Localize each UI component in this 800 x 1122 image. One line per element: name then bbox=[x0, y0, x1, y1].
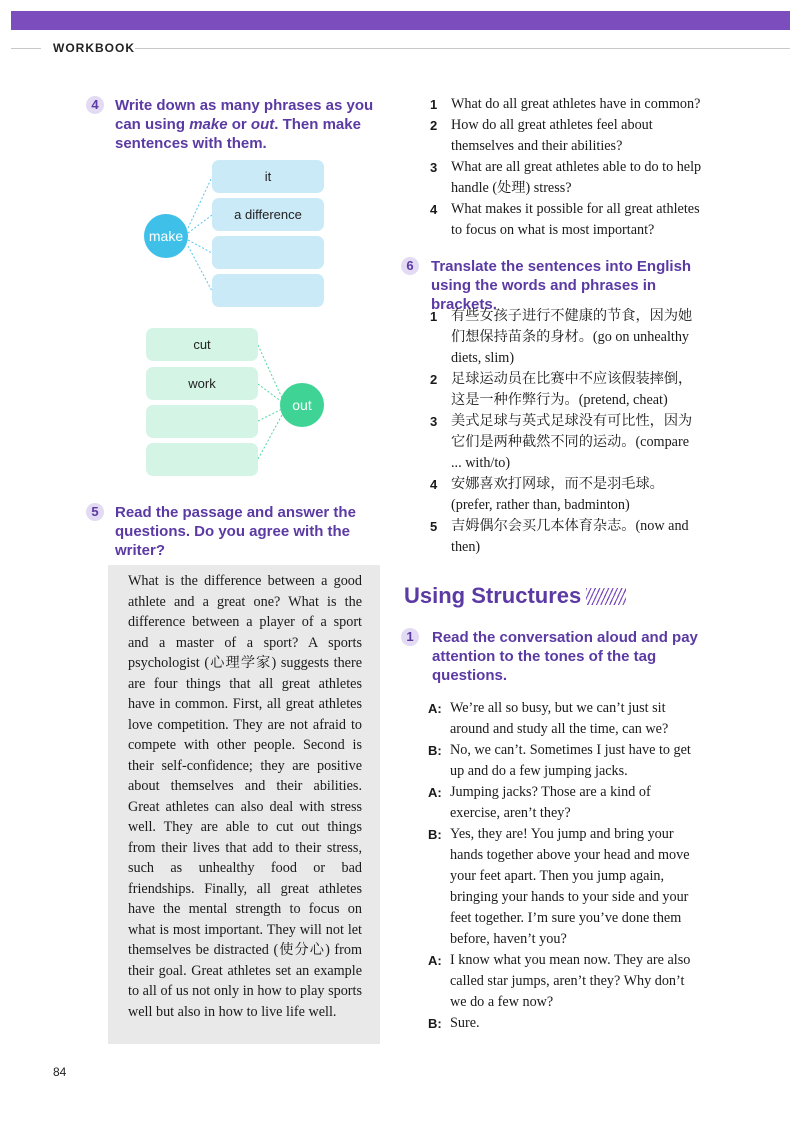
translation-list bbox=[430, 306, 702, 558]
section-6-number: 6 bbox=[401, 257, 419, 275]
conversation bbox=[428, 698, 702, 1034]
structures-1-instruction: Read the conversation aloud and pay attention to the tones of the tag questions. bbox=[432, 629, 698, 684]
page-number: 84 bbox=[53, 1065, 67, 1079]
make-phrase-box[interactable] bbox=[212, 236, 324, 269]
heading-hatch-decoration bbox=[586, 588, 626, 605]
structures-1-number: 1 bbox=[401, 628, 419, 646]
dialogue-line: A: Jumping jacks? Those are a kind of exercise, aren’t they? bbox=[428, 784, 651, 821]
make-phrase-box[interactable]: a difference bbox=[212, 198, 324, 231]
section-5-title: Read the passage and answer the questions. Do you agree with the writer? bbox=[115, 504, 356, 559]
reading-passage: What is the difference between a good athlete and a great one? What is the difference between a player of a sport and a master of a sport? A sports psychologist (心理学家) suggests there are four things that all great athletes have in common. First, all great athletes love competition. They are not afraid to compete with other people. Second is their self-confidence; they are positive about themselves and their abilities. Great athletes can also deal with stress well. They are able to cut out things from their lives that add to their stress, such as unhealthy food or bad friendships. Finally, all great athletes have the mental strength to focus on what is most important. They will not let themselves be distracted (使分心) from their goal. Great athletes set an example to all of us not only in how to play sports well but also in how to live life well. bbox=[128, 573, 362, 1020]
question-item: 1 What do all great athletes have in common? bbox=[430, 96, 701, 112]
translation-item: 2 足球运动员在比赛中不应该假装摔倒，这是一种作弊行为。(pretend, cheat) bbox=[430, 371, 693, 408]
reading-passage-box bbox=[108, 565, 380, 1044]
using-structures-heading: Using Structures bbox=[404, 583, 582, 608]
make-hub: make bbox=[144, 214, 188, 258]
dialogue-line: A: I know what you mean now. They are also called star jumps, aren’t they? Why don’t we do a few now? bbox=[428, 952, 691, 1010]
out-phrase-box[interactable]: work bbox=[146, 367, 258, 400]
section-5-number: 5 bbox=[86, 503, 104, 521]
question-item: 2 How do all great athletes feel about themselves and their abilities? bbox=[430, 117, 653, 154]
dialogue-line: B: No, we can’t. Sometimes I just have to get up and do a few jumping jacks. bbox=[428, 742, 691, 779]
make-phrase-box[interactable]: it bbox=[212, 160, 324, 193]
out-phrase-box[interactable] bbox=[146, 405, 258, 438]
out-phrase-box[interactable]: cut bbox=[146, 328, 258, 361]
out-hub: out bbox=[280, 383, 324, 427]
translation-item: 4 安娜喜欢打网球，而不是羽毛球。(prefer, rather than, badminton) bbox=[430, 476, 664, 513]
make-phrase-box[interactable] bbox=[212, 274, 324, 307]
dialogue-line: B: Sure. bbox=[428, 1015, 480, 1031]
section-4-title: Write down as many phrases as you can using make or out. Then make sentences with them. bbox=[115, 97, 374, 152]
question-item: 3 What are all great athletes able to do to help handle (处理) stress? bbox=[430, 159, 702, 196]
out-phrase-box[interactable] bbox=[146, 443, 258, 476]
dialogue-line: A: We’re all so busy, but we can’t just sit around and study all the time, can we? bbox=[428, 700, 669, 737]
question-item: 4 What makes it possible for all great athletes to focus on what is most important? bbox=[430, 201, 700, 238]
section-5-questions bbox=[430, 94, 702, 241]
section-6-title: Translate the sentences into English using the words and phrases in brackets. bbox=[431, 258, 692, 313]
translation-item: 5 吉姆偶尔会买几本体育杂志。(now and then) bbox=[430, 518, 689, 555]
translation-item: 1 有些女孩子进行不健康的节食，因为她们想保持苗条的身材。(go on unhealthy diets, slim) bbox=[430, 308, 693, 366]
workbook-label: WORKBOOK bbox=[53, 41, 135, 55]
translation-item: 3 美式足球与英式足球没有可比性，因为它们是两种截然不同的运动。(compare ... with/to) bbox=[430, 413, 693, 471]
dialogue-line: B: Yes, they are! You jump and bring your hands together above your head and move your feet apart. Then you jump again, bringing your hands to your side and your feet together. I’m sure you’ve done them before, haven’t you? bbox=[428, 826, 690, 947]
section-4-number: 4 bbox=[86, 96, 104, 114]
